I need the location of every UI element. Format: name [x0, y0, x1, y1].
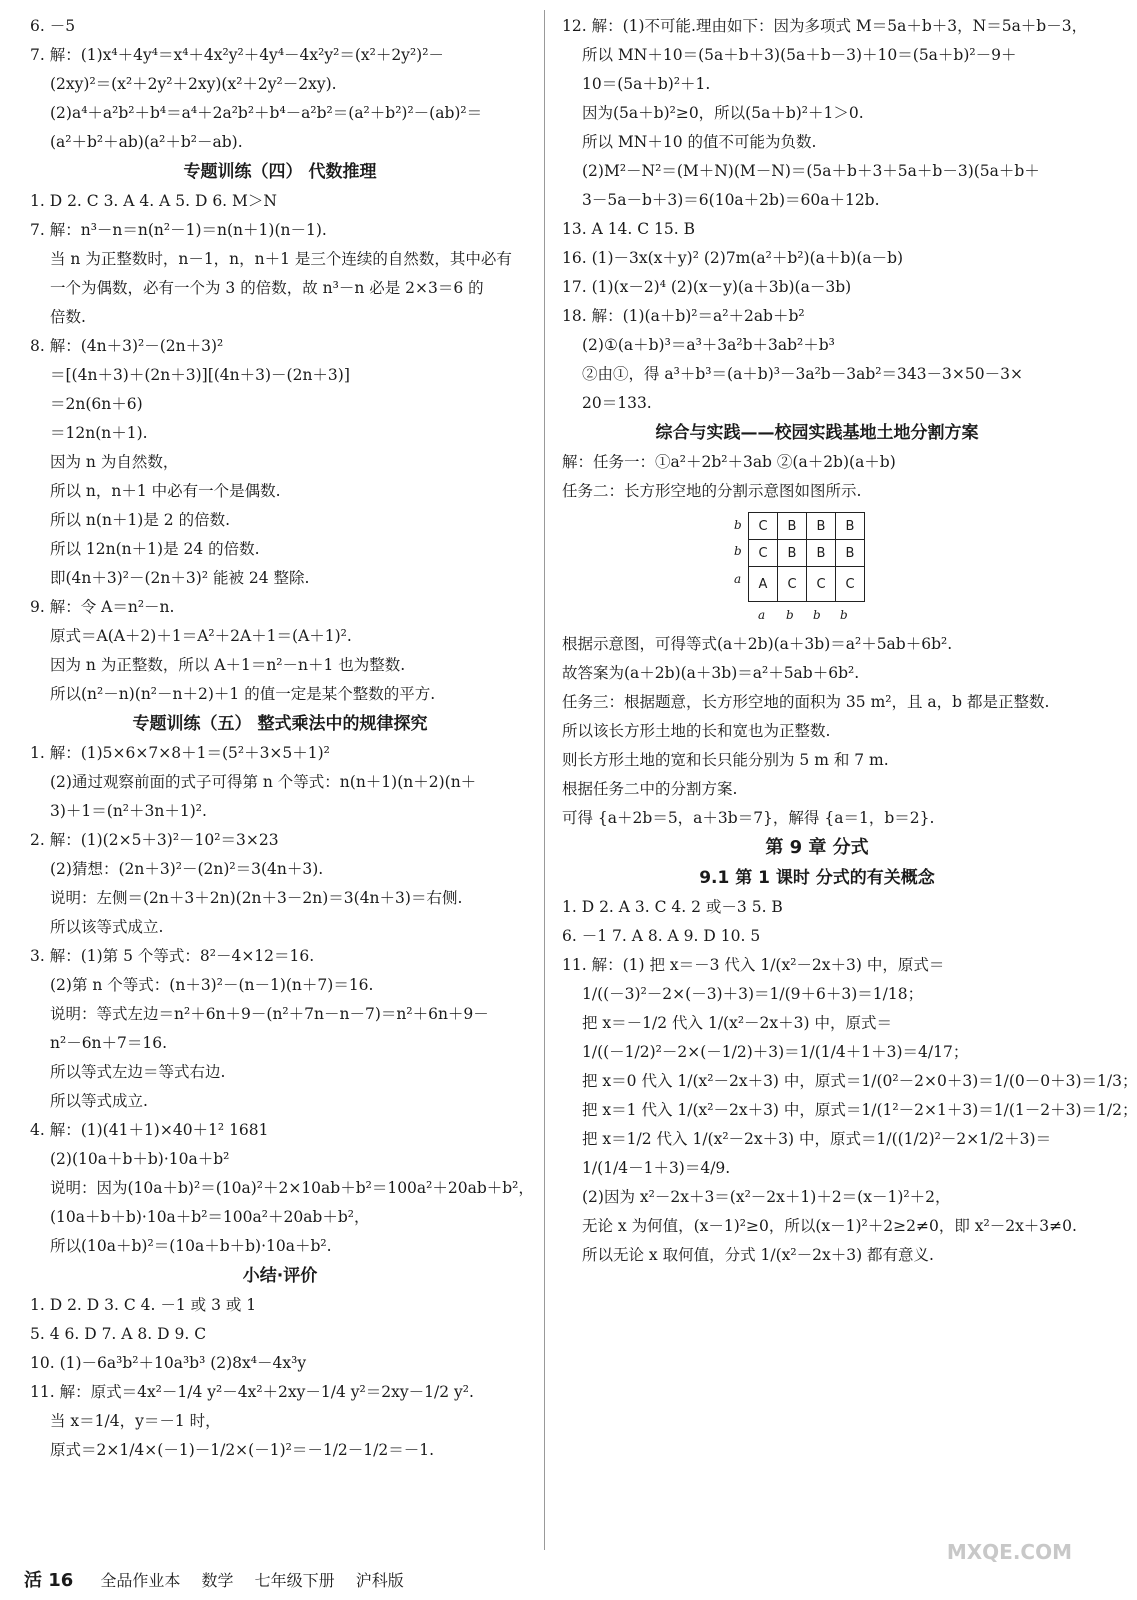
- text-line: 因为 n 为正整数，所以 A＋1＝n²－n＋1 也为整数.: [50, 656, 406, 674]
- page-number: 活 16: [24, 1570, 74, 1591]
- text-line: (2)a⁴＋a²b²＋b⁴＝a⁴＋2a²b²＋b⁴－a²b²＝(a²＋b²)²－(ab)²＝: [50, 104, 483, 122]
- text-line: (10a＋b＋b)·10a＋b²＝100a²＋20ab＋b²，: [50, 1208, 370, 1226]
- text-line: 所以 n，n＋1 中必有一个是偶数.: [50, 482, 281, 500]
- text-line: 1/((－3)²－2×(－3)＋3)＝1/(9＋6＋3)＝1/18；: [582, 985, 924, 1003]
- text-line: 解：任务一：①a²＋2b²＋3ab ②(a＋2b)(a＋b): [562, 453, 896, 471]
- text-line: 1/(1/4－1＋3)＝4/9.: [582, 1159, 731, 1177]
- text-line: 说明：左侧＝(2n＋3＋2n)(2n＋3－2n)＝3(4n＋3)＝右侧.: [50, 889, 463, 907]
- text-line: (2)(10a＋b＋b)·10a＋b²: [50, 1150, 230, 1168]
- text-line: (2)①(a＋b)³＝a³＋3a²b＋3ab²＋b³: [582, 336, 835, 354]
- text-line: 故答案为(a＋2b)(a＋3b)＝a²＋5ab＋6b².: [562, 664, 860, 682]
- text-line: 所以该等式成立.: [50, 918, 164, 936]
- column-label: b: [840, 608, 848, 622]
- grid-cell: C: [749, 540, 778, 567]
- text-line: 20＝133.: [582, 394, 652, 412]
- grid-cell: C: [749, 513, 778, 540]
- watermark: MXQE.COM: [946, 1540, 1072, 1564]
- text-line: 1. D 2. C 3. A 4. A 5. D 6. M＞N: [30, 192, 277, 210]
- text-line: 18. 解：(1)(a＋b)²＝a²＋2ab＋b²: [562, 307, 805, 325]
- text-line: 7. 解：(1)x⁴＋4y⁴＝x⁴＋4x²y²＋4y⁴－4x²y²＝(x²＋2y²)²－: [30, 46, 444, 64]
- grid-cell: B: [778, 513, 807, 540]
- grid-cell: C: [807, 567, 836, 602]
- text-line: 即(4n＋3)²－(2n＋3)² 能被 24 整除.: [50, 569, 310, 587]
- subject: 数学: [201, 1571, 234, 1590]
- text-line: 3－5a－b＋3)＝6(10a＋2b)＝60a＋12b.: [582, 191, 880, 209]
- text-line: 13. A 14. C 15. B: [562, 220, 696, 238]
- text-line: 任务三：根据题意，长方形空地的面积为 35 m²，且 a，b 都是正整数.: [562, 693, 1050, 711]
- text-line: 9. 解：令 A＝n²－n.: [30, 598, 175, 616]
- text-line: 所以 MN＋10＝(5a＋b＋3)(5a＋b－3)＋10＝(5a＋b)²－9＋: [582, 46, 1017, 64]
- row-label: b: [734, 518, 742, 532]
- text-line: 所以(n²－n)(n²－n＋2)＋1 的值一定是某个整数的平方.: [50, 685, 436, 703]
- text-line: 说明：因为(10a＋b)²＝(10a)²＋2×10ab＋b²＝100a²＋20ab＋b²，: [50, 1179, 534, 1197]
- grid-cell: B: [778, 540, 807, 567]
- text-line: 根据示意图，可得等式(a＋2b)(a＋3b)＝a²＋5ab＋6b².: [562, 635, 953, 653]
- text-line: 11. 解：(1) 把 x＝－3 代入 1/(x²－2x＋3) 中，原式＝: [562, 956, 945, 974]
- grid-cell: C: [836, 567, 865, 602]
- text-line: 1/((－1/2)²－2×(－1/2)＋3)＝1/(1/4＋1＋3)＝4/17；: [582, 1043, 969, 1061]
- column-divider: [544, 10, 545, 1550]
- text-line: (2)M²－N²＝(M＋N)(M－N)＝(5a＋b＋3＋5a＋b－3)(5a＋b＋: [582, 162, 1040, 180]
- text-line: 当 n 为正整数时，n－1，n，n＋1 是三个连续的自然数，其中必有: [50, 250, 512, 268]
- text-line: (2)因为 x²－2x＋3＝(x²－2x＋1)＋2＝(x－1)²＋2，: [582, 1188, 951, 1206]
- text-line: 12. 解：(1)不可能.理由如下：因为多项式 M＝5a＋b＋3，N＝5a＋b－3，: [562, 17, 1088, 35]
- text-line: 2. 解：(1)(2×5＋3)²－10²＝3×23: [30, 831, 279, 849]
- section-heading: 小结·评价: [242, 1266, 318, 1286]
- text-line: 5. 4 6. D 7. A 8. D 9. C: [30, 1325, 207, 1343]
- row-label: b: [734, 544, 742, 558]
- text-line: 说明：等式左边＝n²＋6n＋9－(n²＋7n－n－7)＝n²＋6n＋9－: [50, 1005, 489, 1023]
- text-line: 1. D 2. A 3. C 4. 2 或－3 5. B: [562, 898, 783, 916]
- text-line: 1. D 2. D 3. C 4. －1 或 3 或 1: [30, 1296, 257, 1314]
- row-label: a: [734, 572, 742, 586]
- grid-cell: B: [807, 540, 836, 567]
- text-line: 6. －5: [30, 17, 76, 35]
- section-heading: 综合与实践——校园实践基地土地分割方案: [655, 423, 979, 443]
- text-line: 所以(10a＋b)²＝(10a＋b＋b)·10a＋b².: [50, 1237, 332, 1255]
- text-line: 根据任务二中的分割方案.: [562, 780, 738, 798]
- text-line: 当 x＝1/4，y＝－1 时，: [50, 1412, 221, 1430]
- text-line: 所以等式左边＝等式右边.: [50, 1063, 226, 1081]
- text-line: (2xy)²＝(x²＋2y²＋2xy)(x²＋2y²－2xy).: [50, 75, 337, 93]
- text-line: 因为 n 为自然数，: [50, 453, 179, 471]
- grid-cell: C: [778, 567, 807, 602]
- text-line: 所以该长方形土地的长和宽也为正整数.: [562, 722, 831, 740]
- book-name: 全品作业本: [100, 1571, 181, 1590]
- text-line: 所以等式成立.: [50, 1092, 148, 1110]
- text-line: 所以 n(n＋1)是 2 的倍数.: [50, 511, 230, 529]
- text-line: 无论 x 为何值，(x－1)²≥0，所以(x－1)²＋2≥2≠0，即 x²－2x＋3≠0.: [582, 1217, 1077, 1235]
- text-line: 可得 {a＋2b＝5，a＋3b＝7}，解得 {a＝1，b＝2}.: [562, 809, 935, 827]
- text-line: 把 x＝0 代入 1/(x²－2x＋3) 中，原式＝1/(0²－2×0＋3)＝1/(0－0＋3)＝1/3；: [582, 1072, 1137, 1090]
- text-line: (a²＋b²＋ab)(a²＋b²－ab).: [50, 133, 243, 151]
- text-line: 所以 12n(n＋1)是 24 的倍数.: [50, 540, 260, 558]
- text-line: 原式＝A(A＋2)＋1＝A²＋2A＋1＝(A＋1)².: [50, 627, 352, 645]
- text-line: (2)通过观察前面的式子可得第 n 个等式：n(n＋1)(n＋2)(n＋: [50, 773, 477, 791]
- text-line: 把 x＝－1/2 代入 1/(x²－2x＋3) 中，原式＝: [582, 1014, 892, 1032]
- text-line: 7. 解：n³－n＝n(n²－1)＝n(n＋1)(n－1).: [30, 221, 327, 239]
- text-line: 所以无论 x 取何值，分式 1/(x²－2x＋3) 都有意义.: [582, 1246, 934, 1264]
- lesson-heading: 9.1 第 1 课时 分式的有关概念: [699, 868, 935, 888]
- text-line: ②由①，得 a³＋b³＝(a＋b)³－3a²b－3ab²＝343－3×50－3×: [582, 365, 1023, 383]
- division-diagram: [734, 512, 1072, 624]
- text-line: 3)＋1＝(n²＋3n＋1)².: [50, 802, 207, 820]
- text-line: 8. 解：(4n＋3)²－(2n＋3)²: [30, 337, 224, 355]
- grid-cell: B: [807, 513, 836, 540]
- text-line: 所以 MN＋10 的值不可能为负数.: [582, 133, 817, 151]
- section-heading: 专题训练（四） 代数推理: [183, 162, 377, 182]
- column-label: b: [813, 608, 821, 622]
- text-line: 则长方形土地的宽和长只能分别为 5 m 和 7 m.: [562, 751, 889, 769]
- text-line: 原式＝2×1/4×(－1)－1/2×(－1)²＝－1/2－1/2＝－1.: [50, 1441, 435, 1459]
- chapter-heading: 第 9 章 分式: [765, 837, 869, 858]
- text-line: 17. (1)(x－2)⁴ (2)(x－y)(a＋3b)(a－3b): [562, 278, 852, 296]
- text-line: 一个为偶数，必有一个为 3 的倍数，故 n³－n 必是 2×3＝6 的: [50, 279, 484, 297]
- section-heading: 专题训练（五） 整式乘法中的规律探究: [132, 714, 428, 734]
- text-line: (2)猜想：(2n＋3)²－(2n)²＝3(4n＋3).: [50, 860, 324, 878]
- edition: 沪科版: [355, 1571, 404, 1590]
- column-label: b: [786, 608, 794, 622]
- text-line: n²－6n＋7＝16.: [50, 1034, 168, 1052]
- page-footer: [24, 1566, 420, 1592]
- text-line: 10＝(5a＋b)²＋1.: [582, 75, 711, 93]
- text-line: 10. (1)－6a³b²＋10a³b³ (2)8x⁴－4x³y: [30, 1354, 307, 1372]
- grid-cell: A: [749, 567, 778, 602]
- text-line: 任务二：长方形空地的分割示意图如图所示.: [562, 482, 862, 500]
- text-line: 把 x＝1/2 代入 1/(x²－2x＋3) 中，原式＝1/((1/2)²－2×1/2＋3)＝: [582, 1130, 1052, 1148]
- right-column: [562, 12, 1137, 1270]
- text-line: ＝2n(6n＋6): [50, 395, 143, 413]
- text-line: 6. －1 7. A 8. A 9. D 10. 5: [562, 927, 761, 945]
- grid-table: [748, 512, 865, 602]
- text-line: 11. 解：原式＝4x²－1/4 y²－4x²＋2xy－1/4 y²＝2xy－1/2 y².: [30, 1383, 474, 1401]
- text-line: 倍数.: [50, 308, 86, 326]
- text-line: ＝[(4n＋3)＋(2n＋3)][(4n＋3)－(2n＋3)]: [50, 366, 350, 384]
- text-line: 把 x＝1 代入 1/(x²－2x＋3) 中，原式＝1/(1²－2×1＋3)＝1/(1－2＋3)＝1/2；: [582, 1101, 1137, 1119]
- text-line: ＝12n(n＋1).: [50, 424, 148, 442]
- left-column: [30, 12, 534, 1465]
- text-line: (2)第 n 个等式：(n＋3)²－(n－1)(n＋7)＝16.: [50, 976, 374, 994]
- column-label: a: [758, 608, 766, 622]
- text-line: 16. (1)－3x(x＋y)² (2)7m(a²＋b²)(a＋b)(a－b): [562, 249, 904, 267]
- text-line: 4. 解：(1)(41＋1)×40＋1² 1681: [30, 1121, 269, 1139]
- grid-cell: B: [836, 540, 865, 567]
- grade: 七年级下册: [254, 1571, 335, 1590]
- text-line: 1. 解：(1)5×6×7×8＋1＝(5²＋3×5＋1)²: [30, 744, 330, 762]
- text-line: 3. 解：(1)第 5 个等式：8²－4×12＝16.: [30, 947, 315, 965]
- text-line: 因为(5a＋b)²≥0，所以(5a＋b)²＋1＞0.: [582, 104, 864, 122]
- grid-cell: B: [836, 513, 865, 540]
